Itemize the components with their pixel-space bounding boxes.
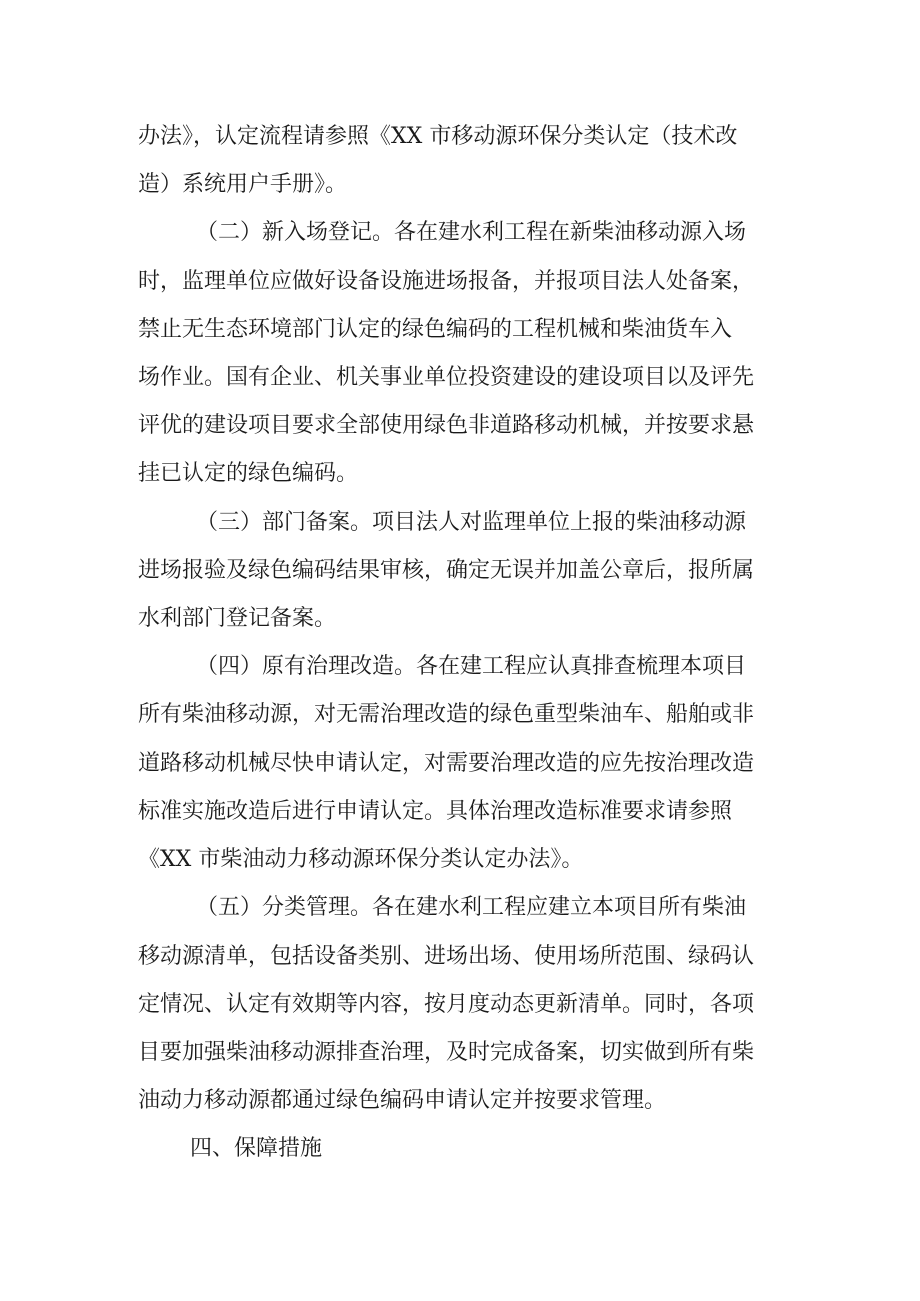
text-line: 进场报验及绿色编码结果审核，确定无误并加盖公章后，报所属: [138, 558, 755, 583]
text-line: （二）新入场登记。各在建水利工程在新柴油移动源入场: [196, 220, 747, 245]
text-line: 道路移动机械尽快申请认定，对需要治理改造的应先按治理改造: [138, 751, 755, 776]
section-heading: 四、保障措施: [190, 1136, 323, 1161]
text-line: 造）系统用户手册》。: [138, 172, 348, 197]
text-line: 移动源清单，包括设备类别、进场出场、使用场所范围、绿码认: [138, 944, 755, 969]
text-line: 定情况、认定有效期等内容，按月度动态更新清单。同时，各项: [138, 992, 755, 1017]
text-line: 挂已认定的绿色编码。: [138, 461, 359, 486]
text-line: 办法》，认定流程请参照《XX 市移动源环保分类认定（技术改: [138, 124, 738, 149]
text-line: 所有柴油移动源，对无需治理改造的绿色重型柴油车、船舶或非: [138, 702, 755, 727]
text-line: 评优的建设项目要求全部使用绿色非道路移动机械，并按要求悬: [138, 413, 755, 438]
text-line: 标准实施改造后进行申请认定。具体治理改造标准要求请参照: [138, 799, 733, 824]
text-line: 目要加强柴油移动源排查治理，及时完成备案，切实做到所有柴: [138, 1040, 755, 1065]
text-line: 水利部门登记备案。: [138, 606, 337, 631]
text-line: （三）部门备案。项目法人对监理单位上报的柴油移动源: [196, 510, 747, 535]
text-line: （五）分类管理。各在建水利工程应建立本项目所有柴油: [196, 895, 747, 920]
text-line: 时，监理单位应做好设备设施进场报备，并报项目法人处备案，: [138, 269, 755, 294]
text-line: 场作业。国有企业、机关事业单位投资建设的建设项目以及评先: [138, 365, 755, 390]
text-line: 油动力移动源都通过绿色编码申请认定并按要求管理。: [138, 1088, 667, 1113]
text-line: 禁止无生态环境部门认定的绿色编码的工程机械和柴油货车入: [138, 317, 733, 342]
text-line: 《XX 市柴油动力移动源环保分类认定办法》。: [138, 847, 584, 872]
text-line: （四）原有治理改造。各在建工程应认真排查梳理本项目: [196, 654, 747, 679]
